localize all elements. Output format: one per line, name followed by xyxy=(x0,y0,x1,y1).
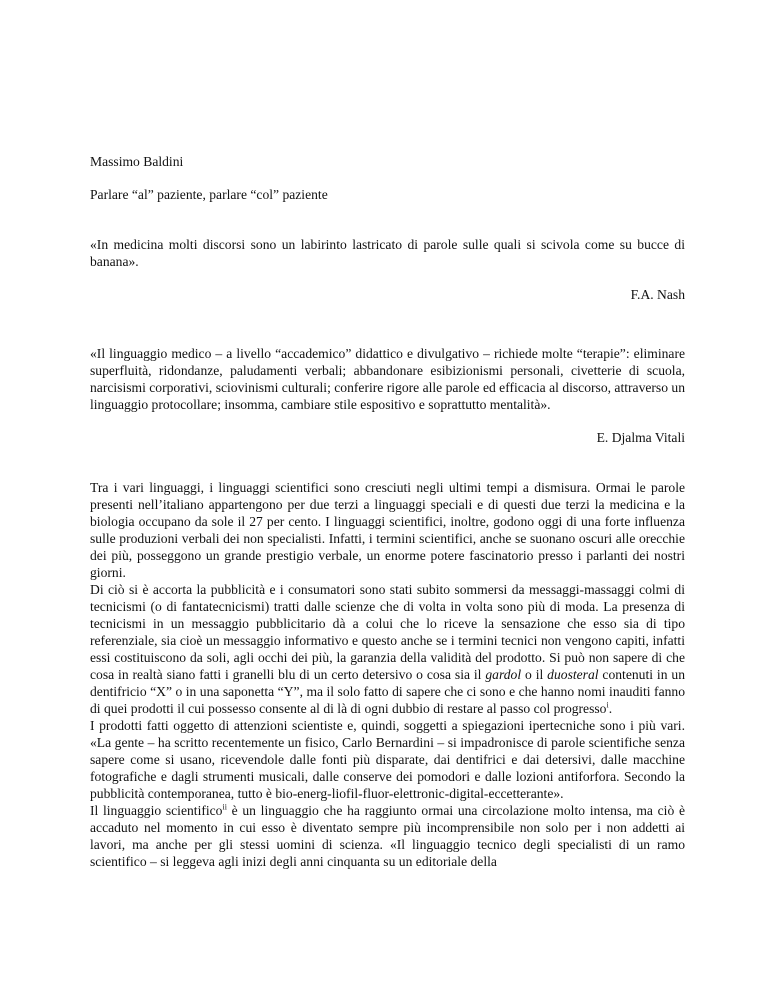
body-paragraph: Tra i vari linguaggi, i linguaggi scientifici sono cresciuti negli ultimi tempi a dismisura. Ormai le parole presenti nell’italiano appartengono per due terzi a linguaggi speciali e di questi due terzi la medicina e la biologia occupano da sole il 27 per cento. I linguaggi scientifici, inoltre, godono oggi di una forte influenza sulle produzioni verbali dei non specialisti. Infatti, i termini scientifici, anche se suonano oscuri alle orecchie dei più, posseggono un grande prestigio verbale, un enorme potere fascinatorio presso i parlanti dei nostri giorni. xyxy=(90,480,685,580)
epigraph-attribution: F.A. Nash xyxy=(630,287,685,302)
body-paragraph xyxy=(90,802,685,870)
body-text xyxy=(90,479,685,870)
italic-term: gardol xyxy=(485,667,522,682)
author-name: Massimo Baldini xyxy=(90,154,184,169)
body-paragraph xyxy=(90,581,685,717)
epigraph-attribution: E. Djalma Vitali xyxy=(596,430,685,445)
footnote-marker[interactable]: i xyxy=(606,700,609,710)
footnote-marker[interactable]: ii xyxy=(222,802,227,812)
text-run: è un linguaggio che ha raggiunto ormai una circolazione molto intensa, ma ciò è accaduto nel momento in cui esso è diventato sempre più incomprensibile non solo per i non addetti ai lavori, ma anche per gli stessi uomini di scienza. «Il linguaggio tecnico degli specialisti di un ramo scientifico – si leggeva agli inizi degli anni cinquanta su un editoriale della xyxy=(90,803,685,869)
text-run: Di ciò si è accorta la pubblicità e i consumatori sono stati subito sommersi da messaggi-massaggi colmi di tecnicismi (o di fantatecnicismi) tratti dalle scienze che di volta in volta sono più di moda. La presenza di tecnicismi in un messaggio pubblicitario dà a colui che lo riceve la sensazione che esso sia di tipo referenziale, sia cioè un messaggio informativo e questo anche se i termini tecnici non vengono capiti, infatti essi costituiscono da soli, agli occhi dei più, la garanzia della validità del prodotto. Si può non sapere di che cosa in realtà siano fatti i granelli blu di un certo detersivo o cosa sia il xyxy=(90,582,685,682)
text-run: o il xyxy=(521,667,548,682)
epigraph-quote: «In medicina molti discorsi sono un labirinto lastricato di parole sulle quali si scivola come su bucce di banana». xyxy=(90,237,685,269)
article-title: Parlare “al” paziente, parlare “col” paziente xyxy=(90,187,328,202)
text-run: contenuti in un dentifricio “X” o in una saponetta “Y”, ma il solo fatto di sapere che ci sono e che hanno nomi inauditi fanno di quei prodotti il cui possesso consente al di là di ogni dubbio di restare al passo col progresso xyxy=(90,667,685,716)
italic-term: duosteral xyxy=(547,667,599,682)
text-run: . xyxy=(608,701,613,716)
epigraph-quote: «Il linguaggio medico – a livello “accademico” didattico e divulgativo – richiede molte “terapie”: eliminare superfluità, ridondanze, paludamenti verbali; abbandonare esibizionismi personali, civetterie di scuola, narcisismi corporativi, sciovinismi culturali; conferire rigore alle parole ed efficacia al discorso, attraverso un linguaggio protocollare; insomma, cambiare stile espositivo e soprattutto mentalità». xyxy=(90,346,686,412)
text-run: Il linguaggio scientifico xyxy=(90,803,223,818)
body-paragraph: I prodotti fatti oggetto di attenzioni scientiste e, quindi, soggetti a spiegazioni ipertecniche sono i più vari. «La gente – ha scritto recentemente un fisico, Carlo Bernardini – si impadronisce di parole scientifiche senza sapere come si usano, ricevendole dalle fonti più disparate, dai dentifrici e dai detersivi, dalle macchine fotografiche e dagli strumenti musicali, dalle conserve dei pomodori e dalle lozioni antiforfora. Secondo la pubblicità contemporanea, tutto è bio-energ-liofil-fluor-elettronic-digital-eccetterante». xyxy=(90,718,685,801)
